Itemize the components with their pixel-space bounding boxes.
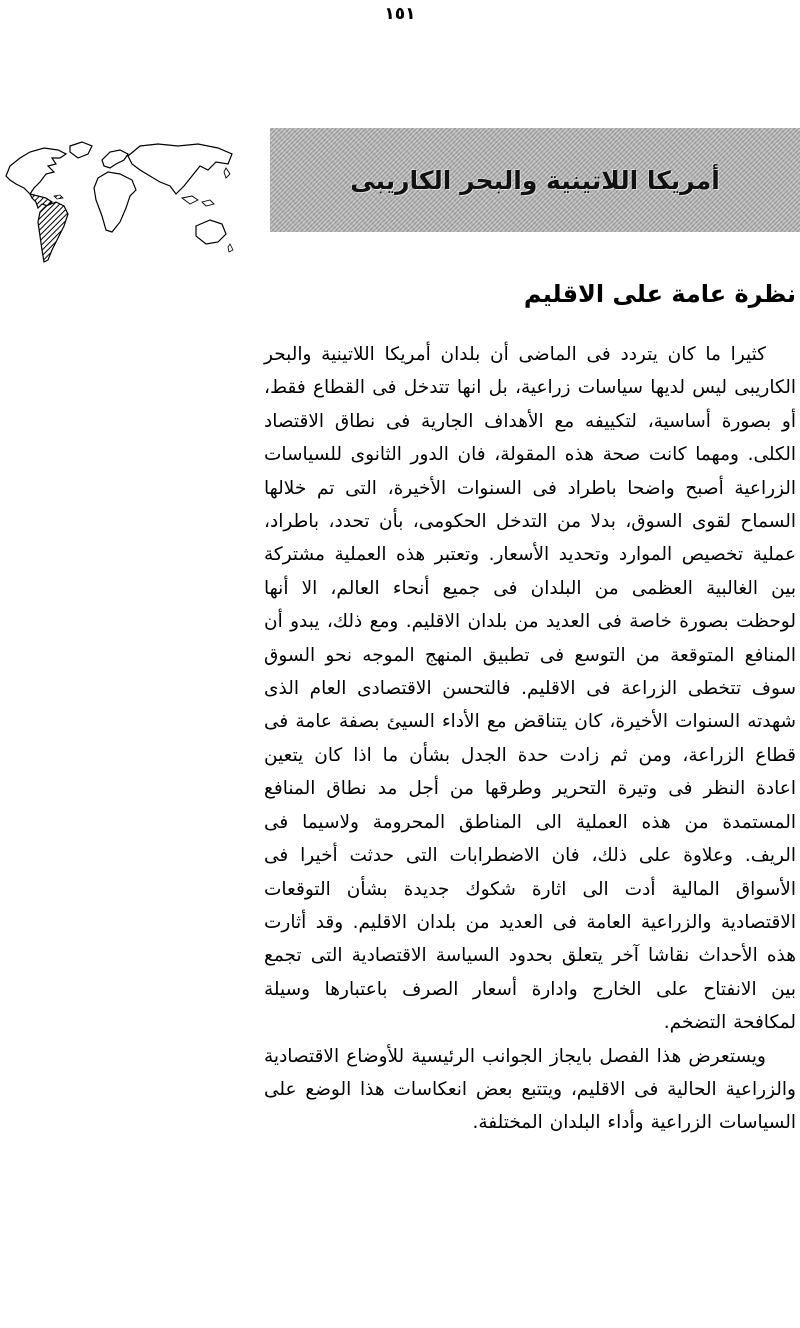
map-latin-america-highlight — [38, 202, 68, 262]
map-north-america — [6, 148, 66, 194]
map-japan — [224, 168, 230, 178]
map-se-asia-islands — [182, 196, 198, 204]
map-australia — [196, 220, 226, 244]
page-number: ١٥١ — [384, 4, 416, 24]
region-banner — [270, 128, 800, 232]
map-caribbean-islands — [54, 195, 63, 199]
map-greenland — [70, 142, 92, 158]
map-africa — [94, 172, 136, 232]
body-text — [264, 338, 796, 1140]
body-paragraph-2: ويستعرض هذا الفصل بايجاز الجوانب الرئيسية للأوضاع الاقتصادية والزراعية الحالية فى الاقليم، ويتتبع بعض انعكاسات هذا الوضع على السياسات الزراعية وأداء البلدان المختلفة. — [264, 1045, 796, 1134]
map-new-zealand — [228, 244, 233, 252]
world-map-illustration — [0, 138, 240, 284]
map-asia — [128, 144, 232, 194]
section-heading: نظرة عامة على الاقليم — [523, 280, 796, 308]
body-paragraph-1: كثيرا ما كان يتردد فى الماضى أن بلدان أمريكا اللاتينية والبحر الكاريبى ليس لديها سياسات زراعية، بل انها تتدخل فى القطاع فقط، أو بصورة أساسية، لتكييفه مع الأهداف الجارية فى نطاق الاقتصاد الكلى. ومهما كانت صحة هذه المقولة، فان الدور الثانوى للسياسات الزراعية أصبح واضحا باطراد فى السنوات الأخيرة، التى تم خلالها السماح لقوى السوق، بدلا من التدخل الحكومى، بأن تحدد، باطراد، عملية تخصيص الموارد وتحديد الأسعار. وتعتبر هذه العملية مشتركة بين الغالبية العظمى من البلدان فى جميع أنحاء العالم، الا أنها لوحظت بصورة خاصة فى العديد من بلدان الاقليم. ومع ذلك، يبدو أن المنافع المتوقعة من التوسع فى تطبيق المنهج الموجه نحو السوق سوف تتخطى الزراعة فى الاقليم. فالتحسن الاقتصادى العام الذى شهدته السنوات الأخيرة، كان يتناقض مع الأداء السيئ بصفة عامة فى قطاع الزراعة، ومن ثم زادت حدة الجدل بشأن ما اذا كان يتعين اعادة النظر فى وتيرة التحرير وطرقها من أجل مد نطاق المنافع المستمدة من هذه العملية الى المناطق المحرومة ولاسيما فى الريف. وعلاوة على ذلك، فان الاضطرابات التى حدثت أخيرا فى الأسواق المالية أدت الى اثارة شكوك جديدة بشأن التوقعات الاقتصادية والزراعية العامة فى العديد من بلدان الاقليم. وقد أثارت هذه الأحداث نقاشا آخر يتعلق بحدود السياسة الاقتصادية التى تجمع بين الانفتاح على الخارج وادارة أسعار الصرف باعتبارها وسيلة لمكافحة التضخم. — [264, 344, 796, 1034]
region-banner-title: أمريكا اللاتينية والبحر الكاريبى — [350, 165, 720, 195]
map-europe — [102, 150, 128, 168]
map-se-asia-islands-2 — [202, 200, 214, 206]
